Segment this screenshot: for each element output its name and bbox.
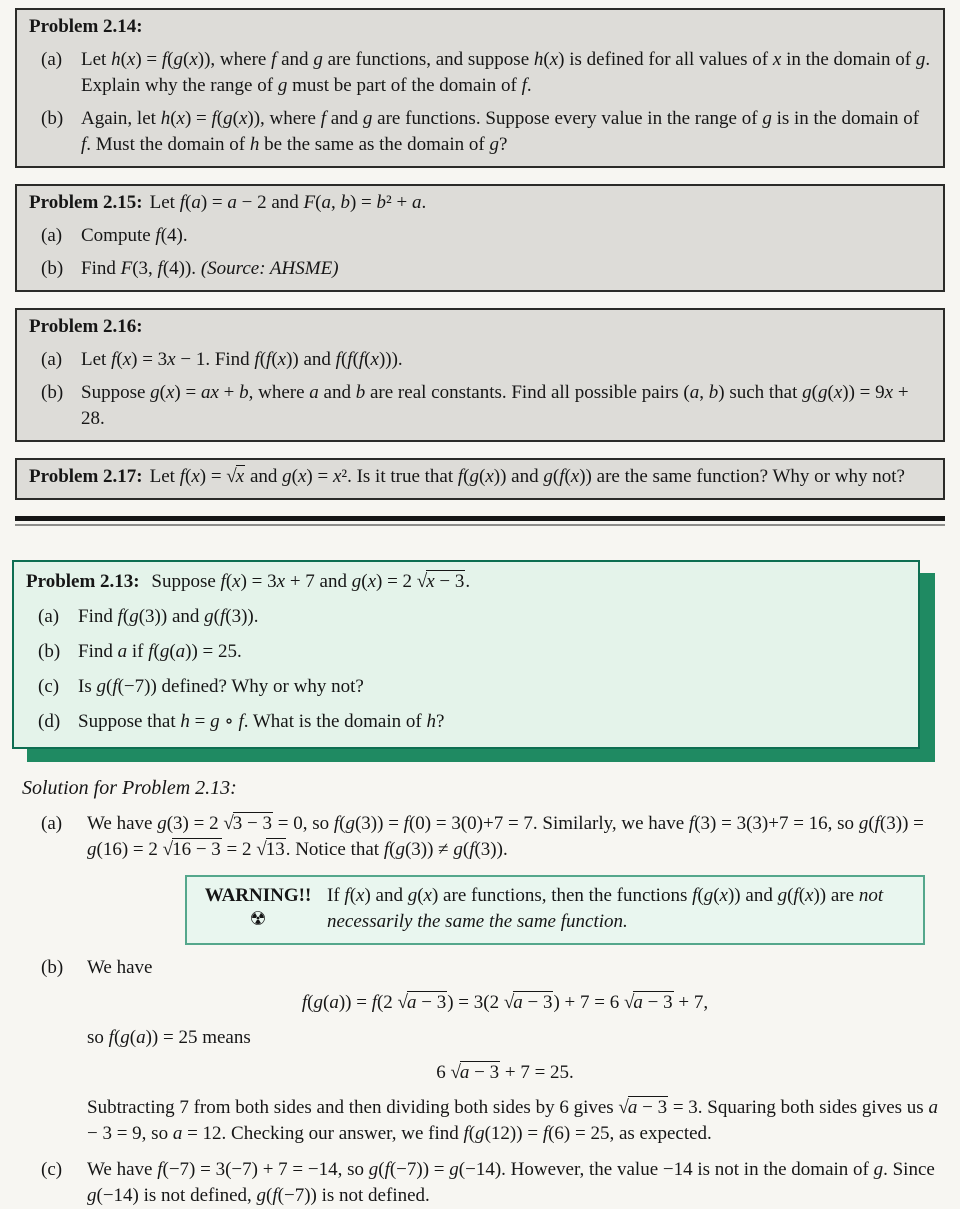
solution-part-b [41, 955, 945, 1147]
part-text: Find F(3, f(4)). (Source: AHSME) [81, 258, 339, 279]
display-equation: 6 √a − 3 + 7 = 25. [436, 1062, 574, 1083]
radiation-icon: ☢ [249, 908, 267, 930]
part-text: Suppose g(x) = ax + b, where a and b are real constants. Find all possible pairs (a, b) such that g(g(x)) = 9x + 28. [81, 382, 909, 429]
part-label: (d) [38, 711, 61, 732]
problem-title: Problem 2.14: [29, 16, 143, 37]
warning-left-column [199, 883, 317, 935]
solution-b-mid: so f(g(a)) = 25 means [87, 1027, 251, 1048]
part-label: (a) [41, 49, 63, 70]
part-label: (b) [41, 957, 64, 978]
part-label: (a) [41, 813, 63, 834]
part-label: (a) [41, 225, 63, 246]
part-label: (b) [41, 108, 64, 129]
part-text: We have g(3) = 2 √3 − 3 = 0, so f(g(3)) = f(0) = 3(0)+7 = 7. Similarly, we have f(3) = 3(3)+7 = 16, so g(f(3)) = g(16) = 2 √16 − 3 = 2 √13. Notice that f(g(3)) ≠ g(f(3)). [87, 813, 924, 860]
problem-part [41, 223, 933, 249]
problem-intro: Suppose f(x) = 3x + 7 and g(x) = 2 √x − 3. [151, 571, 471, 592]
solution-heading: Solution for Problem 2.13: [22, 777, 237, 799]
divider-thick-rule [15, 516, 945, 521]
part-label: (a) [41, 349, 63, 370]
part-text: Is g(f(−7)) defined? Why or why not? [78, 676, 364, 697]
problem-box-2-17 [15, 458, 945, 500]
problem-box-2-14 [15, 8, 945, 168]
problem-box-2-16 [15, 308, 945, 442]
warning-box [185, 875, 925, 945]
part-label: (c) [38, 676, 60, 697]
divider-thin-rule [15, 524, 945, 526]
problem-title: Problem 2.13: [26, 571, 140, 592]
display-equation: f(g(a)) = f(2 √a − 3) = 3(2 √a − 3) + 7 = 6 √a − 3 + 7, [301, 992, 709, 1013]
warning-label: WARNING!! [204, 885, 312, 906]
problem-title: Problem 2.15: [29, 192, 143, 213]
problem-box-2-15 [15, 184, 945, 292]
problem-part [41, 347, 933, 373]
problem-title-line [29, 314, 933, 340]
solution-part-a [41, 811, 945, 863]
problem-part [41, 47, 933, 99]
problem-part [41, 256, 933, 282]
solution-b-tail: Subtracting 7 from both sides and then dividing both sides by 6 gives √a − 3 = 3. Squaring both sides gives us a − 3 = 9, so a = 12. Checking our answer, we find f(g(12)) = f(6) = 25, as expected. [87, 1097, 938, 1144]
problem-box-2-13-highlighted [12, 560, 920, 749]
problem-part [38, 709, 906, 735]
part-label: (c) [41, 1159, 63, 1180]
problem-part [38, 674, 906, 700]
solution-part-c [41, 1157, 945, 1209]
problem-part [41, 106, 933, 158]
problem-title: Problem 2.16: [29, 316, 143, 337]
part-label: (b) [41, 382, 64, 403]
part-text: Compute f(4). [81, 225, 188, 246]
part-text: Let f(x) = 3x − 1. Find f(f(x)) and f(f(f(x))). [81, 349, 403, 370]
part-text: We have f(−7) = 3(−7) + 7 = −14, so g(f(−7)) = g(−14). However, the value −14 is not in the domain of g. Since g(−14) is not defined, g(f(−7)) is not defined. [87, 1159, 935, 1206]
problem-title-line [29, 464, 933, 490]
solution-section [15, 775, 945, 1209]
problem-intro: Let f(x) = √x and g(x) = x². Is it true that f(g(x)) and g(f(x)) are the same function? Why or why not? [149, 466, 905, 487]
part-text: Find a if f(g(a)) = 25. [78, 641, 242, 662]
warning-text: If f(x) and g(x) are functions, then the functions f(g(x)) and g(f(x)) are not necessarily the same the same function. [327, 885, 884, 932]
problem-title: Problem 2.17: [29, 466, 143, 487]
part-label: (b) [41, 258, 64, 279]
part-text: Again, let h(x) = f(g(x)), where f and g are functions. Suppose every value in the range of g is in the domain of f. Must the domain of h be the same as the domain of g? [81, 108, 920, 155]
solution-b-lead: We have [87, 957, 153, 978]
part-text [87, 955, 945, 1147]
part-text: Find f(g(3)) and g(f(3)). [78, 606, 259, 627]
part-text: Suppose that h = g ∘ f. What is the domain of h? [78, 711, 445, 732]
problem-title-line [26, 569, 906, 595]
problem-part [38, 604, 906, 630]
part-label: (b) [38, 641, 61, 662]
section-divider [15, 516, 945, 526]
part-label: (a) [38, 606, 60, 627]
problem-part [41, 380, 933, 432]
problem-title-line [29, 190, 933, 216]
problem-part [38, 639, 906, 665]
problem-intro: Let f(a) = a − 2 and F(a, b) = b² + a. [149, 192, 427, 213]
part-text: Let h(x) = f(g(x)), where f and g are functions, and suppose h(x) is defined for all values of x in the domain of g. Explain why the range of g must be part of the domain of f. [81, 49, 931, 96]
problem-title-line [29, 14, 933, 40]
